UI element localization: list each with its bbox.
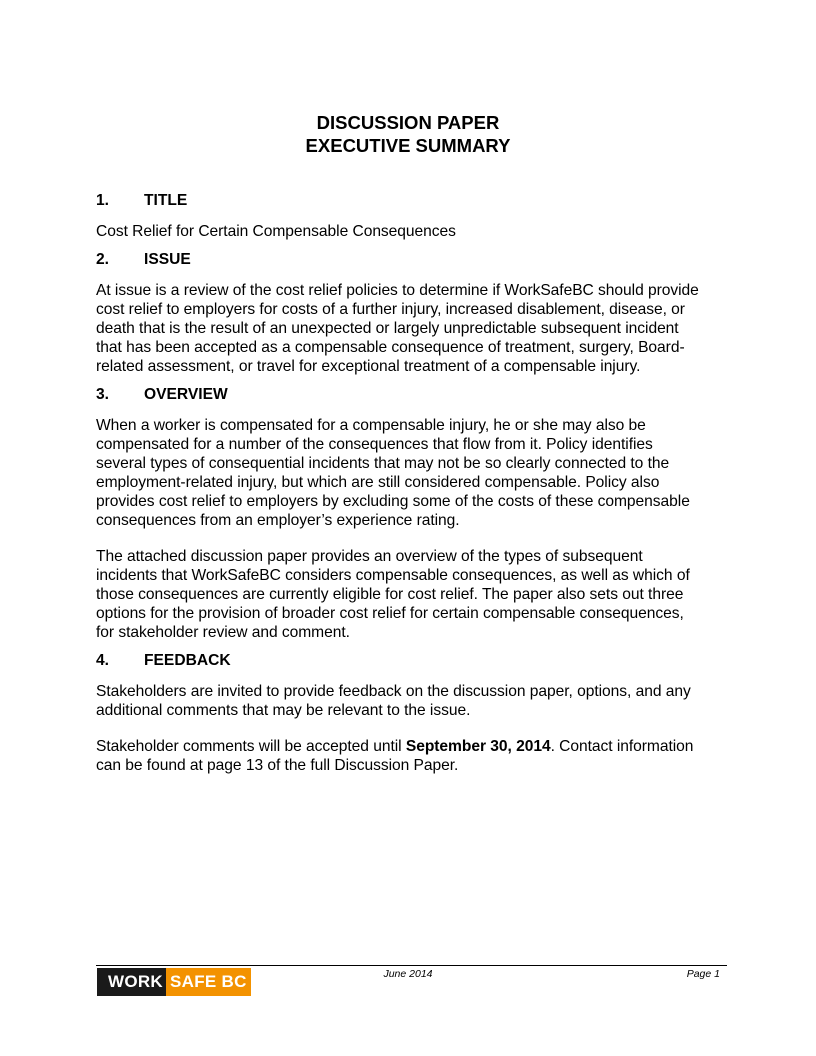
paragraph-line: consequences from an employer’s experience rating. [96,512,460,529]
footer-date: June 2014 [383,968,433,980]
paragraph-line: The attached discussion paper provides an overview of the types of subsequent [96,548,643,565]
paragraph-line: several types of consequential incidents that may not be so clearly connected to the [96,455,670,472]
section-issue-paragraph [96,281,736,376]
footer-page-number: Page 1 [686,968,720,980]
paragraph-line: compensated for a number of the consequences that flow from it. Policy identifies [96,436,653,453]
paragraph-line: At issue is a review of the cost relief policies to determine if WorkSafeBC should provide [96,282,699,299]
document-title [0,111,816,157]
paragraph-line: that has been accepted as a compensable consequence of treatment, surgery, Board- [96,339,685,356]
section-heading-feedback [96,651,736,671]
paragraph-line: employment-related injury, but which are still considered compensable. Policy also [96,474,660,491]
section-overview-paragraph-2 [96,547,736,642]
section-number: 4. [96,652,110,669]
logo-safebc-block: SAFE BC [166,968,251,996]
section-overview-paragraph-1 [96,416,736,530]
section-title: FEEDBACK [144,652,231,669]
section-heading-issue [96,250,736,270]
paragraph-line: can be found at page 13 of the full Discussion Paper. [96,757,459,774]
deadline-trailing-text: . Contact information [550,738,694,755]
section-heading-overview [96,385,736,405]
title-line-executive-summary: EXECUTIVE SUMMARY [305,135,511,156]
paragraph-line: for stakeholder review and comment. [96,624,350,641]
title-line-discussion-paper: DISCUSSION PAPER [316,112,500,133]
section-heading-title [96,191,736,211]
logo-work-block: WORK [97,968,166,996]
deadline-date: September 30, 2014 [405,738,551,755]
worksafebc-logo [97,968,251,996]
paragraph-line: options for the provision of broader cost relief for certain compensable consequences, [96,605,684,622]
section-feedback-paragraph-2 [96,737,736,775]
paragraph-line [96,737,736,756]
paragraph-line: death that is the result of an unexpected or largely unpredictable subsequent incident [96,320,679,337]
paragraph-line: related assessment, or travel for exceptional treatment of a compensable injury. [96,358,641,375]
paragraph-line: those consequences are currently eligible for cost relief. The paper also sets out three [96,586,684,603]
document-body [96,191,736,787]
section-title-paragraph [96,222,736,241]
paragraph-line: When a worker is compensated for a compensable injury, he or she may also be [96,417,646,434]
section-number: 3. [96,386,110,403]
paragraph-line: Stakeholders are invited to provide feedback on the discussion paper, options, and any [96,683,691,700]
paragraph-line: additional comments that may be relevant to the issue. [96,702,471,719]
section-feedback-paragraph-1 [96,682,736,720]
section-title: ISSUE [144,251,191,268]
section-title: TITLE [144,192,188,209]
section-title: OVERVIEW [144,386,228,403]
paragraph-line: Cost Relief for Certain Compensable Consequences [96,223,456,240]
paragraph-line: cost relief to employers for costs of a further injury, increased disablement, disease, or [96,301,685,318]
deadline-intro-text: Stakeholder comments will be accepted until [96,738,406,755]
section-number: 1. [96,192,110,209]
footer-divider [96,965,727,966]
paragraph-line: incidents that WorkSafeBC considers compensable consequences, as well as which of [96,567,690,584]
section-number: 2. [96,251,110,268]
paragraph-line: provides cost relief to employers by excluding some of the costs of these compensable [96,493,690,510]
